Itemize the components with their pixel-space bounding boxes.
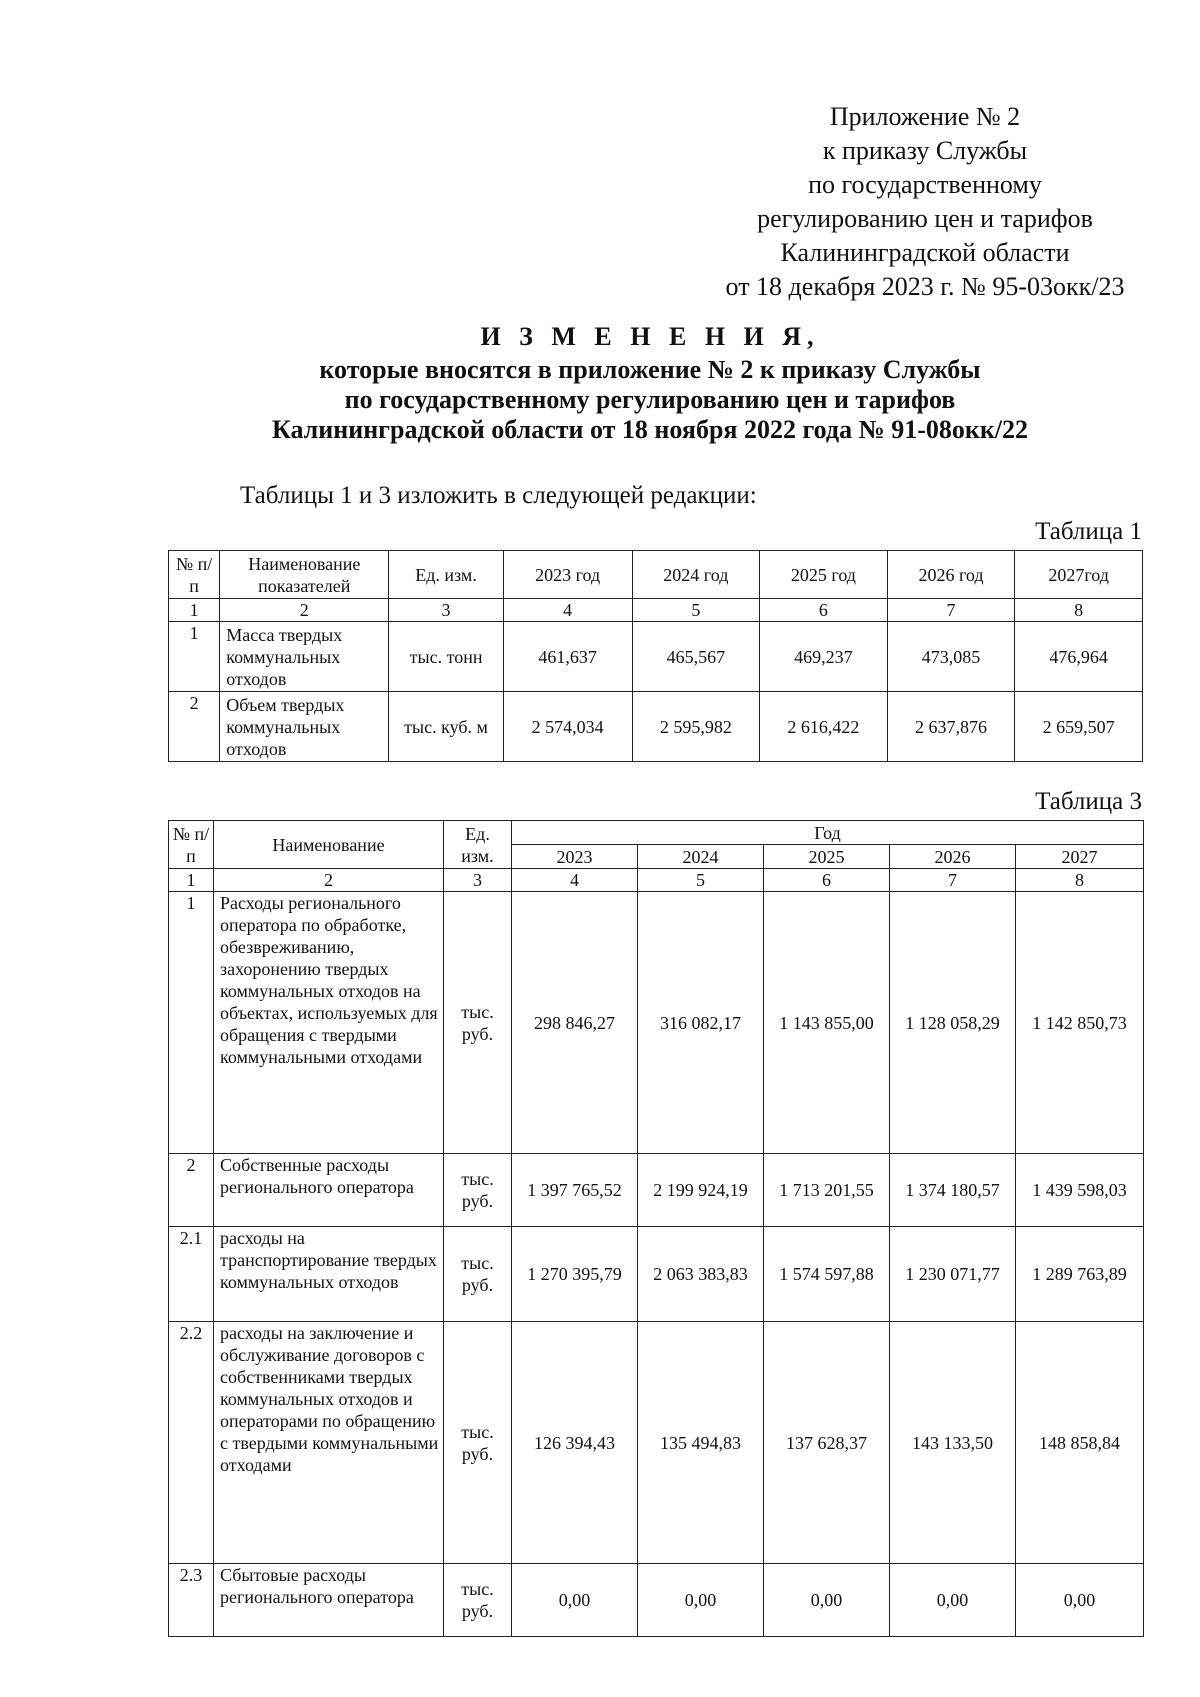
column-number-cell: 8 [1015, 599, 1143, 622]
value-cell: 1 230 071,77 [890, 1227, 1016, 1322]
column-number-cell: 7 [887, 599, 1015, 622]
document-heading [160, 322, 1140, 445]
value-cell: 476,964 [1015, 622, 1143, 692]
table-row [169, 1564, 1144, 1637]
item-name-cell: расходы на транспортирование твердых коммунальных отходов [214, 1227, 444, 1322]
value-cell: 1 397 765,52 [512, 1154, 638, 1227]
value-cell: 298 846,27 [512, 892, 638, 1154]
column-number-cell: 3 [389, 599, 504, 622]
unit-cell: тыс. куб. м [389, 692, 504, 762]
value-cell: 2 637,876 [887, 692, 1015, 762]
appendix-line: по государственному [808, 170, 1042, 199]
header-cell: 2027год [1015, 551, 1143, 599]
column-number-cell: 5 [632, 599, 760, 622]
value-cell: 148 858,84 [1016, 1322, 1144, 1564]
unit-cell: тыс. руб. [444, 1322, 512, 1564]
column-number-cell: 2 [220, 599, 389, 622]
item-name-cell: Сбытовые расходы регионального оператора [214, 1564, 444, 1637]
indicator-name-cell: Масса твердых коммунальных отходов [220, 622, 389, 692]
value-cell: 0,00 [890, 1564, 1016, 1637]
column-number-cell: 6 [764, 869, 890, 892]
value-cell: 1 439 598,03 [1016, 1154, 1144, 1227]
value-cell: 1 142 850,73 [1016, 892, 1144, 1154]
row-number-cell: 2 [169, 692, 220, 762]
table3-caption: Таблица 3 [1035, 788, 1142, 815]
value-cell: 143 133,50 [890, 1322, 1016, 1564]
value-cell: 469,237 [760, 622, 888, 692]
value-cell: 2 659,507 [1015, 692, 1143, 762]
value-cell: 2 595,982 [632, 692, 760, 762]
value-cell: 1 574 597,88 [764, 1227, 890, 1322]
value-cell: 137 628,37 [764, 1322, 890, 1564]
item-name-cell: Расходы регионального оператора по обработке, обезвреживанию, захоронению твердых коммунальных отходов на объектах, используемых для обращения с твердыми коммунальными отходами [214, 892, 444, 1154]
heading-line: по государственному регулированию цен и тарифов [344, 385, 956, 414]
table-row [169, 622, 1143, 692]
value-cell: 2 616,422 [760, 692, 888, 762]
table3-column-numbers-row [169, 869, 1144, 892]
appendix-line: к приказу Службы [822, 136, 1028, 165]
table1-caption: Таблица 1 [1035, 518, 1142, 545]
value-cell: 461,637 [503, 622, 632, 692]
unit-cell: тыс. руб. [444, 1154, 512, 1227]
value-cell: 1 128 058,29 [890, 892, 1016, 1154]
table1-header-row [169, 551, 1143, 599]
header-cell-number: № п/п [169, 821, 214, 869]
column-number-cell: 5 [638, 869, 764, 892]
header-cell-year: 2027 [1016, 845, 1144, 869]
value-cell: 1 270 395,79 [512, 1227, 638, 1322]
value-cell: 2 063 383,83 [638, 1227, 764, 1322]
appendix-line: от 18 декабря 2023 г. № 95-03окк/23 [725, 272, 1125, 301]
value-cell: 473,085 [887, 622, 1015, 692]
table-1 [168, 550, 1143, 762]
appendix-line: Калининградской области [780, 238, 1070, 267]
column-number-cell: 6 [760, 599, 888, 622]
item-name-cell: Собственные расходы регионального оператора [214, 1154, 444, 1227]
column-number-cell: 7 [890, 869, 1016, 892]
value-cell: 126 394,43 [512, 1322, 638, 1564]
table-row [169, 692, 1143, 762]
column-number-cell: 8 [1016, 869, 1144, 892]
header-cell: Наименование показателей [220, 551, 389, 599]
header-cell: 2023 год [503, 551, 632, 599]
header-cell: 2025 год [760, 551, 888, 599]
row-number-cell: 2.2 [169, 1322, 214, 1564]
header-cell-year: 2025 [764, 845, 890, 869]
value-cell: 316 082,17 [638, 892, 764, 1154]
table-row [169, 1227, 1144, 1322]
table3-header-row [169, 821, 1144, 845]
unit-cell: тыс. руб. [444, 1227, 512, 1322]
header-cell-year-group: Год [512, 821, 1144, 845]
header-cell-unit: Ед. изм. [444, 821, 512, 869]
value-cell: 0,00 [1016, 1564, 1144, 1637]
value-cell: 2 199 924,19 [638, 1154, 764, 1227]
row-number-cell: 2.1 [169, 1227, 214, 1322]
appendix-line: регулированию цен и тарифов [757, 204, 1093, 233]
row-number-cell: 1 [169, 892, 214, 1154]
heading-line: которые вносятся в приложение № 2 к приказу Службы [319, 355, 981, 384]
value-cell: 1 289 763,89 [1016, 1227, 1144, 1322]
value-cell: 0,00 [764, 1564, 890, 1637]
column-number-cell: 2 [214, 869, 444, 892]
row-number-cell: 1 [169, 622, 220, 692]
table-row [169, 1322, 1144, 1564]
indicator-name-cell: Объем твердых коммунальных отходов [220, 692, 389, 762]
header-cell-year: 2024 [638, 845, 764, 869]
value-cell: 465,567 [632, 622, 760, 692]
column-number-cell: 4 [503, 599, 632, 622]
value-cell: 1 713 201,55 [764, 1154, 890, 1227]
row-number-cell: 2.3 [169, 1564, 214, 1637]
column-number-cell: 1 [169, 869, 214, 892]
value-cell: 2 574,034 [503, 692, 632, 762]
header-cell: 2024 год [632, 551, 760, 599]
column-number-cell: 3 [444, 869, 512, 892]
intro-paragraph: Таблицы 1 и 3 изложить в следующей редакции: [240, 482, 757, 509]
value-cell: 0,00 [512, 1564, 638, 1637]
header-cell: № п/п [169, 551, 220, 599]
value-cell: 0,00 [638, 1564, 764, 1637]
item-name-cell: расходы на заключение и обслуживание договоров с собственниками твердых коммунальных отходов и операторами по обращению с твердыми коммунальными отходами [214, 1322, 444, 1564]
column-number-cell: 4 [512, 869, 638, 892]
table1-column-numbers-row [169, 599, 1143, 622]
unit-cell: тыс. тонн [389, 622, 504, 692]
unit-cell: тыс. руб. [444, 892, 512, 1154]
value-cell: 135 494,83 [638, 1322, 764, 1564]
header-cell-year: 2023 [512, 845, 638, 869]
row-number-cell: 2 [169, 1154, 214, 1227]
unit-cell: тыс. руб. [444, 1564, 512, 1637]
column-number-cell: 1 [169, 599, 220, 622]
appendix-block [690, 100, 1160, 304]
value-cell: 1 143 855,00 [764, 892, 890, 1154]
table-row [169, 892, 1144, 1154]
heading-line: Калининградской области от 18 ноября 2022 года № 91-08окк/22 [271, 415, 1029, 444]
header-cell-year: 2026 [890, 845, 1016, 869]
document-title: И З М Е Н Е Н И Я, [480, 322, 820, 351]
header-cell-name: Наименование [214, 821, 444, 869]
appendix-line: Приложение № 2 [829, 102, 1021, 131]
header-cell: 2026 год [887, 551, 1015, 599]
value-cell: 1 374 180,57 [890, 1154, 1016, 1227]
table-3 [168, 820, 1144, 1637]
table-row [169, 1154, 1144, 1227]
header-cell: Ед. изм. [389, 551, 504, 599]
